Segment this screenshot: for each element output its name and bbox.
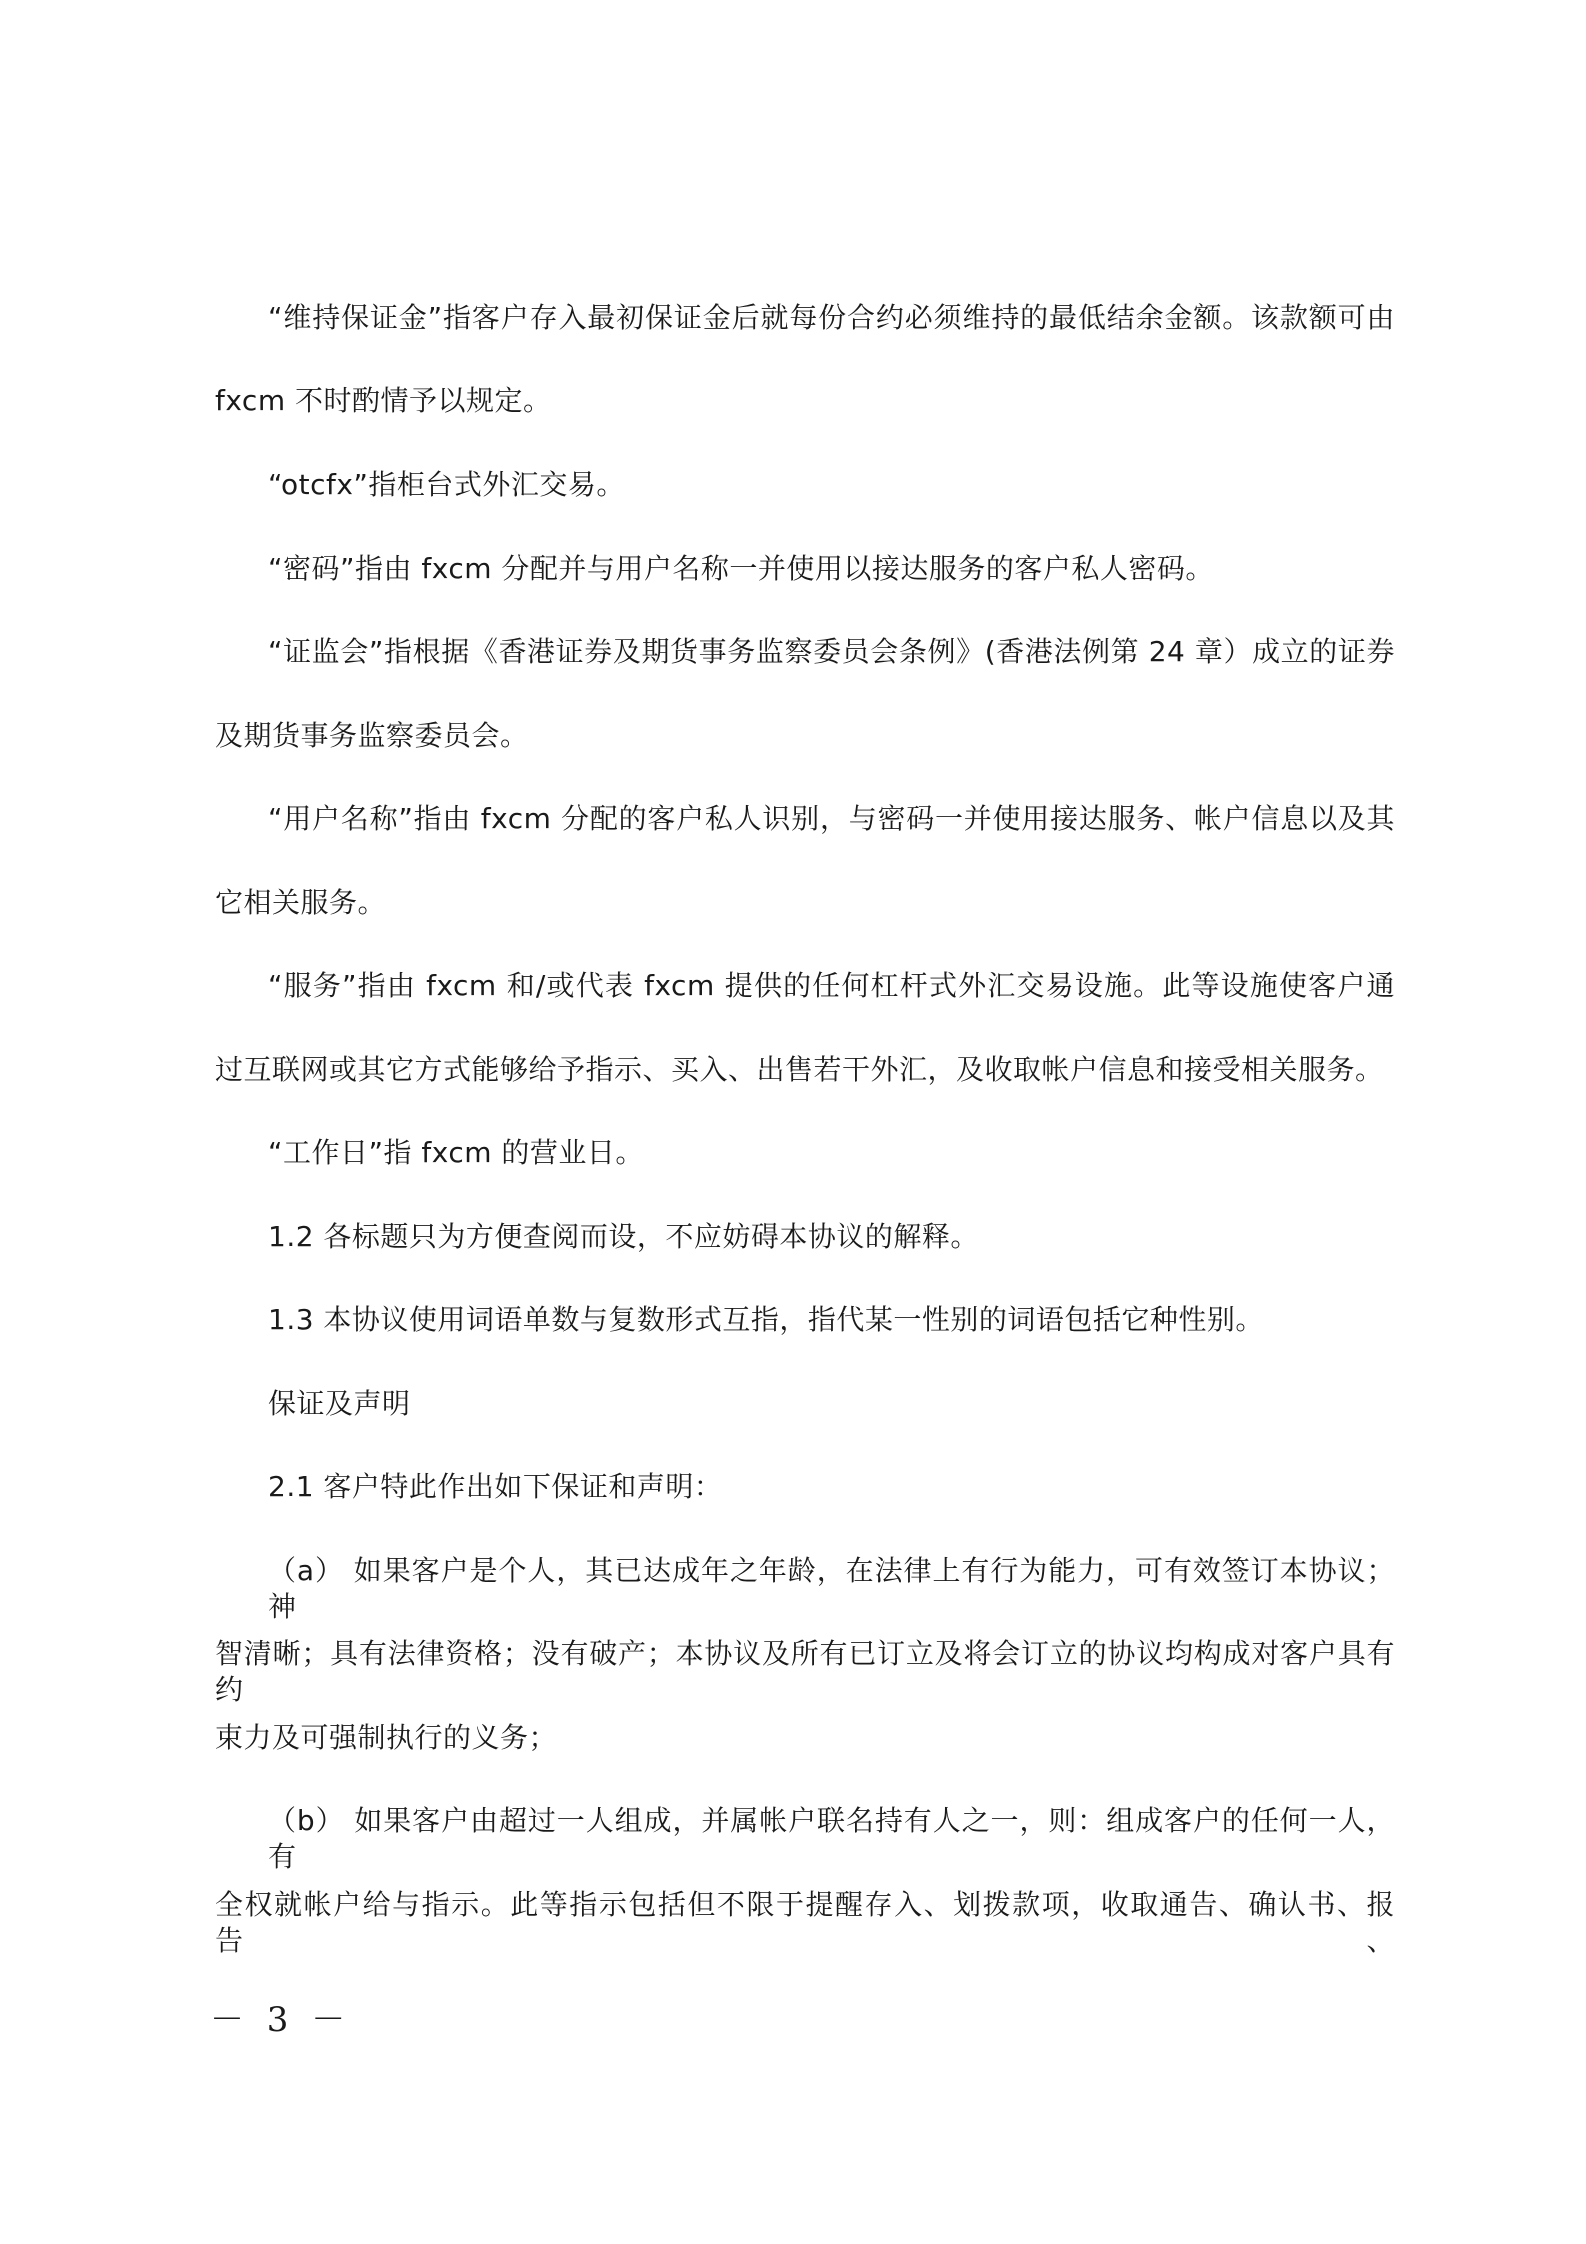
page-number: － 3 － (210, 2000, 352, 2040)
section-heading-warranties: 保证及声明 (268, 1387, 411, 1420)
clause-2-1-b-cont: 全权就帐户给与指示。此等指示包括但不限于提醒存入、划拨款项，收取通告、确认书、报告、 (215, 1888, 1395, 1957)
clause-2-1: 2.1 客户特此作出如下保证和声明： (268, 1470, 723, 1503)
clause-1-2: 1.2 各标题只为方便查阅而设，不应妨碍本协议的解释。 (268, 1220, 979, 1253)
definition-sfc: “证监会”指根据《香港证券及期货事务监察委员会条例》(香港法例第 24 章）成立的证券 (268, 635, 1395, 668)
definition-business-day: “工作日”指 fxcm 的营业日。 (268, 1136, 644, 1169)
clause-1-3: 1.3 本协议使用词语单数与复数形式互指，指代某一性别的词语包括它种性别。 (268, 1303, 1264, 1336)
clause-2-1-a-cont2: 束力及可强制执行的义务； (215, 1721, 558, 1754)
definition-sfc-cont: 及期货事务监察委员会。 (215, 719, 529, 752)
clause-2-1-a: （a） 如果客户是个人，其已达成年之年龄，在法律上有行为能力，可有效签订本协议；神 (268, 1554, 1395, 1623)
definition-maintenance-margin: “维持保证金”指客户存入最初保证金后就每份合约必须维持的最低结余金额。该款额可由 (268, 301, 1395, 334)
definition-maintenance-margin-cont: fxcm 不时酌情予以规定。 (215, 384, 552, 417)
clause-2-1-a-cont1: 智清晰；具有法律资格；没有破产；本协议及所有已订立及将会订立的协议均构成对客户具有约 (215, 1637, 1395, 1706)
clause-2-1-b: （b） 如果客户由超过一人组成，并属帐户联名持有人之一，则：组成客户的任何一人，有 (268, 1804, 1395, 1873)
definition-password: “密码”指由 fxcm 分配并与用户名称一并使用以接达服务的客户私人密码。 (268, 552, 1214, 585)
definition-services: “服务”指由 fxcm 和/或代表 fxcm 提供的任何杠杆式外汇交易设施。此等设施使客户通 (268, 969, 1395, 1002)
definition-username-cont: 它相关服务。 (215, 886, 387, 919)
definition-services-cont: 过互联网或其它方式能够给予指示、买入、出售若干外汇，及收取帐户信息和接受相关服务。 (215, 1053, 1384, 1086)
definition-username: “用户名称”指由 fxcm 分配的客户私人识别，与密码一并使用接达服务、帐户信息以及其 (268, 802, 1395, 835)
definition-otcfx: “otcfx”指柜台式外汇交易。 (268, 468, 625, 501)
